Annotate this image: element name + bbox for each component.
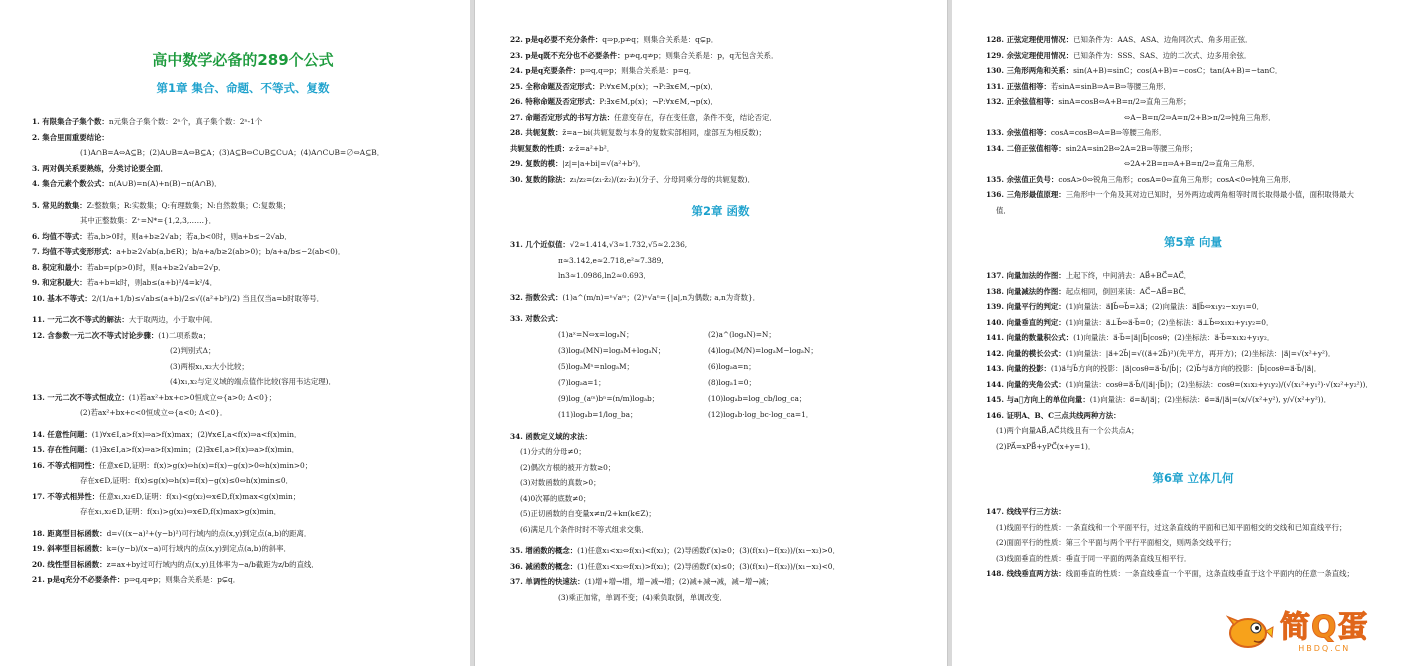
formula-entry: 35. 增函数的概念：(1)任意x₁<x₂⇔f(x₁)<f(x₂)；(2)导函数f′(x)≥0；(3)(f(x₁)−f(x₂))/(x₁−x₂)>0． bbox=[510, 546, 840, 555]
formula-entry: 131. 正弦值相等：若sinA=sinB⇒A=B⇒等腰三角形． bbox=[986, 81, 1171, 91]
formula-entry: 1. 有限集合子集个数：n元集合子集个数：2ⁿ个，真子集个数：2ⁿ-1个 bbox=[32, 117, 263, 126]
formula-entry: 3. 两对偶关系要熟练，分类讨论要全面． bbox=[32, 163, 168, 173]
document-page-2 bbox=[474, 0, 948, 666]
formula-entry: 13. 一元二次不等式恒成立：(1)若ax²+bx+c>0恒成立⇔{a>0; Δ<0}； bbox=[32, 392, 276, 402]
log-formula-cell: (9)log_(aᵐ)bⁿ=(n/m)logₐb； bbox=[558, 393, 660, 403]
log-formula-cell: (3)logₐ(MN)=logₐM+logₐN； bbox=[558, 345, 666, 355]
formula-list-page-1 bbox=[32, 114, 454, 588]
log-formula-cell: (11)logₐb=1/log_ba； bbox=[558, 409, 638, 419]
formula-entry: 9. 和定积最大：若a+b=k时，则ab≤(a+b)²/4=k²/4． bbox=[32, 278, 218, 287]
formula-line: (4)x₁,x₂与定义域的端点值作比较(容用韦达定理)． bbox=[170, 377, 336, 386]
chapter-heading-5: 第5章 向量 bbox=[1163, 235, 1222, 249]
formula-entry: 143. 向量的投影：(1)a⃗与b⃗方向的投影：|a⃗|cosθ=a⃗·b⃗/|b⃗|；(2)b⃗与a⃗方向的投影：|b⃗|cosθ=a⃗·b⃗/|a⃗|． bbox=[986, 364, 1322, 373]
formula-entry-147: 147. 线线平行三方法： bbox=[986, 507, 1066, 516]
log-formula-cell: (5)logₐMⁿ=nlogₐM； bbox=[558, 361, 634, 371]
formula-entry: 16. 不等式相同性：任意x∈D,证明：f(x)>g(x)⇔h(x)=f(x)−g(x)>0⇔h(x)min>0； bbox=[32, 460, 313, 470]
formula-entry: 12. 含参数一元二次不等式讨论步骤：(1)二项系数a； bbox=[32, 330, 211, 340]
log-formula-cell: (4)logₐ(M/N)=logₐM−logₐN； bbox=[708, 345, 818, 355]
formula-line: (2)判别式Δ； bbox=[170, 346, 216, 355]
formula-line: (1)线面平行的性质：一条直线和一个平面平行，过这条直线的平面和已知平面相交的交线和已知直线平行； bbox=[996, 522, 1347, 532]
formula-entry: 17. 不等式相异性：任意x₁,x₂∈D,证明：f(x₁)<g(x₂)⇔x∈D,f(x)max<g(x)min； bbox=[32, 491, 301, 501]
formula-entry: 137. 向量加法的作图：上起下终，中间消去：AB⃗+BC⃗=AC⃗． bbox=[986, 271, 1192, 280]
formula-line: π≈3.142,e≈2.718,e²≈7.389, bbox=[558, 255, 664, 265]
formula-entry: 140. 向量垂直的判定：(1)向量法：a⃗⊥b⃗⇔a⃗·b⃗=0；(2)坐标法：a⃗⊥b⃗⇔x₁x₂+y₁y₂=0． bbox=[986, 317, 1274, 327]
formula-entry: 26. 特称命题及否定形式：P:∃x∈M,p(x)；¬P:∀x∈M,¬p(x)． bbox=[510, 97, 718, 106]
document-page-3 bbox=[952, 0, 1418, 666]
chapter-heading-2: 第2章 函数 bbox=[691, 204, 750, 218]
log-formula-cell: (8)logₐ1=0； bbox=[708, 377, 756, 387]
formula-entry: 25. 全称命题及否定形式：P:∀x∈M,p(x)；¬P:∃x∈M,¬p(x)． bbox=[510, 81, 718, 91]
formula-entry: 134. 二倍正弦值相等：sin2A=sin2B⇔2A=2B⇒等腰三角形； bbox=[986, 143, 1197, 153]
formula-line: 存在x₁,x₂∈D,证明：f(x₁)>g(x₂)⇔x∈D,f(x)max>g(x)min． bbox=[80, 507, 281, 516]
formula-entry: 36. 减函数的概念：(1)任意x₁<x₂⇔f(x₁)>f(x₂)；(2)导函数f′(x)≤0；(3)(f(x₁)−f(x₂))/(x₁−x₂)<0． bbox=[510, 561, 840, 571]
formula-list-page-2-top bbox=[510, 32, 931, 187]
formula-entry-148: 148. 线线垂直两方法：线面垂直的性质：一条直线垂直一个平面，这条直线垂直于这个平面内的任意一条直线； bbox=[986, 569, 1354, 578]
formula-entry: 136. 三角形最值原理：三角形中一个角及其对边已知时，另外两边或两角相等时周长取得最小值，面积取得最大 bbox=[986, 190, 1354, 199]
formula-entry-31: 31. 几个近似值：√2≈1.414,√3≈1.732,√5≈2.236, bbox=[510, 240, 688, 249]
formula-entry: 135. 余弦值正负号：cosA>0⇔锐角三角形；cosA=0⇔直角三角形；cosA<0⇔钝角三角形． bbox=[986, 174, 1296, 184]
formula-entry: 146. 证明A、B、C三点共线两种方法： bbox=[986, 410, 1121, 420]
formula-entry: 30. 复数的除法：z₁/z₂=(z₁·z̄₂)/(z₂·z̄₂)(分子、分母同乘分母的共轭复数)． bbox=[510, 174, 755, 184]
formula-entry-33: 33. 对数公式： bbox=[510, 314, 563, 323]
collinear-methods-list bbox=[986, 423, 1400, 454]
formula-line: (3)乘正加常，单调不变；(4)乘负取倒，单调改变． bbox=[558, 592, 727, 602]
formula-entry: 132. 正余弦值相等：sinA=cosB⇔A+B=π/2⇒直角三角形； bbox=[986, 97, 1191, 106]
formula-entry: 14. 任意性问题：(1)∀x∈I,a>f(x)⇒a>f(x)max；(2)∀x∈I,a<f(x)⇒a<f(x)min． bbox=[32, 429, 302, 439]
formula-line: (3)线面垂直的性质：垂直于同一平面的两条直线互相平行． bbox=[996, 553, 1192, 563]
formula-line: 存在x∈D,证明：f(x)≤g(x)⇔h(x)=f(x)−g(x)≤0⇔h(x)min≤0． bbox=[80, 476, 293, 485]
formula-entry: 2. 集合里面重要结论： bbox=[32, 132, 109, 142]
watermark-logo-text: 简Q蛋 bbox=[1280, 609, 1369, 645]
document-page-1 bbox=[0, 0, 470, 666]
formula-line: (6)满足几个条件时时不等式组求交集． bbox=[520, 524, 649, 534]
formula-entry: 29. 复数的模：|z|=|a+bi|=√(a²+b²)． bbox=[510, 159, 646, 168]
formula-line: (4)0次幂的底数≠0； bbox=[520, 493, 591, 503]
formula-entry: 10. 基本不等式：2/(1/a+1/b)≤√ab≤(a+b)/2≤√((a²+b²)/2) 当且仅当a=b时取等号． bbox=[32, 293, 325, 303]
formula-line: ⇔A−B=π/2⇒A=π/2+B>π/2⇒钝角三角形． bbox=[1124, 112, 1276, 122]
log-formula-cell: (6)logₐa=n； bbox=[708, 361, 756, 371]
formula-entry: 129. 余弦定理使用情况：已知条件为：SSS、SAS、边的二次式、边多用余弦． bbox=[986, 50, 1252, 60]
formula-entry: 145. 与a⃗方向上的单位向量：(1)向量法：e⃗=a⃗/|a⃗|；(2)坐标法：e⃗=a⃗/|a⃗|=(x/√(x²+y²), y/√(x²+y²))． bbox=[986, 395, 1331, 404]
formula-entry: 138. 向量减法的作图：起点相同，倒回来读：AC⃗−AB⃗=BC⃗． bbox=[986, 286, 1192, 296]
formula-entry: 5. 常见的数集：Z:整数集；R:实数集；Q:有理数集；N:自然数集；C:复数集； bbox=[32, 200, 291, 210]
chapter-heading-1: 第1章 集合、命题、不等式、复数 bbox=[156, 81, 330, 95]
formula-entry: 141. 向量的数量积公式：(1)向量法：a⃗·b⃗=|a⃗||b⃗|cosθ；(2)坐标法：a⃗·b⃗=x₁x₂+y₁y₂． bbox=[986, 333, 1275, 342]
formula-entry: 28. 共轭复数：z̄=a−bi(共轭复数与本身的复数实部相同，虚部互为相反数)； bbox=[510, 128, 766, 137]
formula-entry: 18. 距离型目标函数：d=√((x−a)²+(y−b)²)可行域内的点(x,y)到定点(a,b)的距离． bbox=[32, 528, 312, 538]
log-formula-cell: (1)aˣ=N⇔x=logₐN； bbox=[558, 329, 634, 339]
formula-list-page-3-b bbox=[986, 268, 1400, 423]
formula-line: (2)PA⃗=xPB⃗+yPC⃗(x+y=1)． bbox=[996, 441, 1096, 451]
formula-entry: 15. 存在性问题：(1)∃x∈I,a>f(x)⇒a>f(x)min；(2)∃x∈I,a>f(x)⇒a>f(x)min． bbox=[32, 445, 300, 454]
formula-entry: 24. p是q充要条件：p⇒q,q⇒p；则集合关系是：p=q． bbox=[510, 66, 696, 75]
formula-entry: 128. 正弦定理使用情况：已知条件为：AAS、ASA、边角同次式、角多用正弦． bbox=[986, 35, 1253, 44]
formula-entry: 8. 积定和最小：若ab=p(p>0)时，则a+b≥2√ab=2√p． bbox=[32, 262, 226, 272]
formula-line: 其中正整数集：Z⁺=N*={1,2,3,……}． bbox=[80, 216, 217, 225]
formula-line: ln3≈1.0986,ln2≈0.693． bbox=[558, 271, 651, 280]
formula-line: (2)若ax²+bx+c<0恒成立⇔{a<0; Δ<0}． bbox=[80, 408, 228, 417]
log-formula-cell: (7)logₐa=1； bbox=[558, 377, 606, 387]
formula-entry: 23. p是q既不充分也不必要条件：p⇏q,q⇏p；则集合关系是：p，q无包含关系． bbox=[510, 50, 779, 60]
formula-line: (2)面面平行的性质：第三个平面与两个平行平面相交，则两条交线平行； bbox=[996, 538, 1236, 547]
watermark-domain: HBDQ.CN bbox=[1298, 643, 1351, 653]
formula-entry: 4. 集合元素个数公式：n(A∪B)=n(A)+n(B)−n(A∩B)． bbox=[32, 179, 222, 188]
site-watermark bbox=[1226, 602, 1412, 662]
formula-entry: 21. p是q充分不必要条件：p⇒q,q⇏p；则集合关系是：p⊊q． bbox=[32, 575, 241, 584]
parallel-methods-list bbox=[986, 520, 1400, 567]
formula-entry: 37. 单调性的快速法：(1)增+增→增，增−减→增；(2)减+减→减，减−增→减； bbox=[510, 577, 774, 586]
log-formula-cell: (12)logₐb·log_bc·log_ca=1． bbox=[708, 409, 814, 419]
formula-entry: 共轭复数的性质：z·z̄=a²+b²． bbox=[510, 143, 615, 153]
formula-entry: 6. 均值不等式：若a,b>0时，则a+b≥2√ab；若a,b<0时，则a+b≤−2√ab． bbox=[32, 231, 292, 241]
formula-line: (2)偶次方根的被开方数≥0； bbox=[520, 462, 616, 472]
mascot-icon bbox=[1226, 611, 1274, 653]
formula-line: 值． bbox=[996, 205, 1011, 215]
log-formula-cell: (2)a^(logₐN)=N； bbox=[708, 329, 776, 339]
formula-entry: 11. 一元二次不等式的解法：大于取两边，小于取中间． bbox=[32, 315, 218, 324]
formula-line: ⇔2A+2B=π⇒A+B=π/2⇒直角三角形． bbox=[1124, 159, 1260, 168]
formula-entry: 20. 线性型目标函数：z=ax+by过可行域内的点(x,y)且体率为−a/b截距为z/b的直线． bbox=[32, 559, 319, 569]
formula-entry: 19. 斜率型目标函数：k=(y−b)/(x−a)可行域内的点(x,y)到定点(a,b)的斜率． bbox=[32, 544, 291, 553]
formula-line: (1)A∩B=A⇔A⊆B；(2)A∪B=A⇔B⊆A；(3)A⊆B⇔C∪B⊆C∪A；(4)A∩C∪B=∅⇔A⊆B． bbox=[80, 148, 385, 157]
formula-line: (3)两根x₁,x₂大小比较； bbox=[170, 361, 249, 371]
domain-rules-list bbox=[510, 444, 931, 537]
formula-line: (3)对数函数的真数>0； bbox=[520, 478, 601, 487]
formula-entry: 144. 向量的夹角公式：(1)向量法：cosθ=a⃗·b⃗/(|a⃗|·|b⃗|)；(2)坐标法：cosθ=(x₁x₂+y₁y₂)/(√(x₁²+y₁²)·√(x₂²+y₂²))． bbox=[986, 379, 1373, 389]
formula-list-page-3-a bbox=[986, 32, 1400, 218]
formula-line: (5)正切函数的自变量x≠π/2+kπ(k∈Z)； bbox=[520, 509, 656, 518]
formula-line: (1)分式的分母≠0； bbox=[520, 447, 586, 456]
formula-entry-32: 32. 指数公式：(1)a^(m/n)=ⁿ√aᵐ；(2)ⁿ√aⁿ={|a|,n为偶数; a,n为奇数}． bbox=[510, 292, 761, 302]
document-title: 高中数学必备的289个公式 bbox=[152, 51, 334, 69]
log-formula-grid bbox=[510, 327, 931, 423]
chapter-heading-6: 第6章 立体几何 bbox=[1152, 471, 1234, 485]
formula-entry: 22. p是q必要不充分条件：q⇒p,p⇏q；则集合关系是：q⊊p． bbox=[510, 35, 719, 44]
formula-entry: 27. 命题否定形式的书写方法：任意变存在，存在变任意，条件不变，结论否定． bbox=[510, 112, 777, 122]
formula-line: (1)两个向量AB⃗,AC⃗共线且有一个公共点A； bbox=[996, 426, 1139, 435]
formula-entry: 7. 均值不等式变形形式：a+b≥2√ab(a,b∈R)；b/a+a/b≥2(ab>0)；b/a+a/b≤−2(ab<0)． bbox=[32, 247, 346, 256]
formula-entry-34: 34. 函数定义域的求法： bbox=[510, 431, 592, 441]
formula-entry: 130. 三角形两角和关系：sin(A+B)=sinC；cos(A+B)=−cosC；tan(A+B)=−tanC． bbox=[986, 66, 1283, 75]
formula-entry: 139. 向量平行的判定：(1)向量法：a⃗∥b⃗⇔b⃗=λa⃗；(2)向量法：a⃗∥b⃗⇔x₁y₂−x₂y₁=0． bbox=[986, 302, 1264, 311]
log-formula-cell: (10)logₐb=log_cb/log_ca； bbox=[708, 393, 807, 403]
formula-entry: 133. 余弦值相等：cosA=cosB⇔A=B⇒等腰三角形． bbox=[986, 128, 1167, 137]
formula-entry: 142. 向量的模长公式：(1)向量法：|a⃗+2b⃗|=√((a⃗+2b⃗)²)(先平方，再开方)；(2)坐标法：|a⃗|=√(x²+y²)． bbox=[986, 348, 1336, 358]
formula-list-page-2-bottom bbox=[510, 543, 931, 590]
